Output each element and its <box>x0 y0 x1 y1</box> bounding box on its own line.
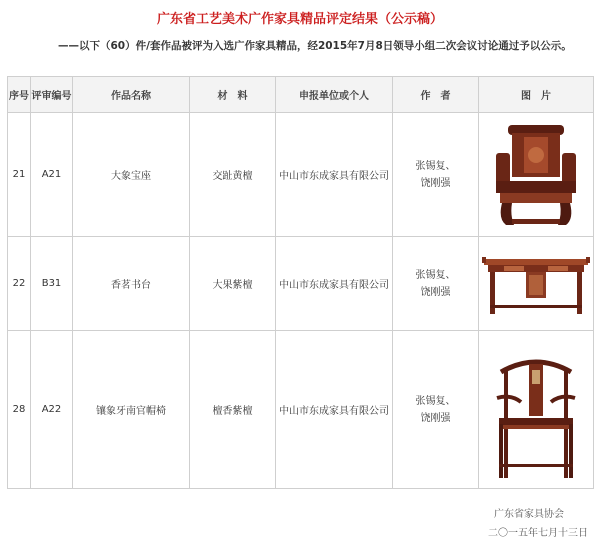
cell-image <box>479 113 594 237</box>
col-header-name: 作品名称 <box>73 77 190 113</box>
table-header-row <box>8 77 594 113</box>
cell-unit: 中山市东成家具有限公司 <box>276 237 393 331</box>
cell-material: 交趾黄檀 <box>190 113 276 237</box>
cell-author <box>393 331 479 489</box>
author-name: 张锡复、 <box>415 269 456 281</box>
author-name: 饶刚强 <box>420 286 451 298</box>
col-header-image: 图 片 <box>479 77 594 113</box>
table-row <box>8 237 594 331</box>
cell-code: B31 <box>31 237 73 331</box>
cell-image <box>479 237 594 331</box>
cell-name: 香茗书台 <box>73 237 190 331</box>
col-header-unit: 申报单位或个人 <box>276 77 393 113</box>
cell-code: A22 <box>31 331 73 489</box>
cell-material: 檀香紫檀 <box>190 331 276 489</box>
author-name: 张锡复、 <box>415 160 456 172</box>
cell-image <box>479 331 594 489</box>
table-row <box>8 113 594 237</box>
cell-unit: 中山市东成家具有限公司 <box>276 113 393 237</box>
cell-author <box>393 113 479 237</box>
armchair-image <box>491 340 581 480</box>
footer-organization: 广东省家具协会 <box>494 509 564 520</box>
cell-no: 28 <box>8 331 31 489</box>
results-table <box>7 76 594 489</box>
cell-author <box>393 237 479 331</box>
announcement-text: ——以下（60）件/套作品被评为入选广作家具精品，经2015年7月8日领导小组二次会议讨论通过予以公示。 <box>58 40 572 52</box>
cell-no: 21 <box>8 113 31 237</box>
cell-no: 22 <box>8 237 31 331</box>
col-header-code: 评审编号 <box>31 77 73 113</box>
table-row <box>8 331 594 489</box>
col-header-no: 序号 <box>8 77 31 113</box>
cell-material: 大果紫檀 <box>190 237 276 331</box>
cell-code: A21 <box>31 113 73 237</box>
cell-name: 大象宝座 <box>73 113 190 237</box>
footer-date: 二〇一五年七月十三日 <box>488 528 588 539</box>
author-name: 饶刚强 <box>420 177 451 189</box>
cell-name: 镶象牙南官帽椅 <box>73 331 190 489</box>
throne-chair-image <box>488 119 584 231</box>
writing-desk-image <box>482 249 590 319</box>
author-name: 饶刚强 <box>420 412 451 424</box>
author-name: 张锡复、 <box>415 395 456 407</box>
col-header-author: 作 者 <box>393 77 479 113</box>
page-title: 广东省工艺美术广作家具精品评定结果（公示稿） <box>156 12 443 27</box>
col-header-material: 材 料 <box>190 77 276 113</box>
cell-unit: 中山市东成家具有限公司 <box>276 331 393 489</box>
